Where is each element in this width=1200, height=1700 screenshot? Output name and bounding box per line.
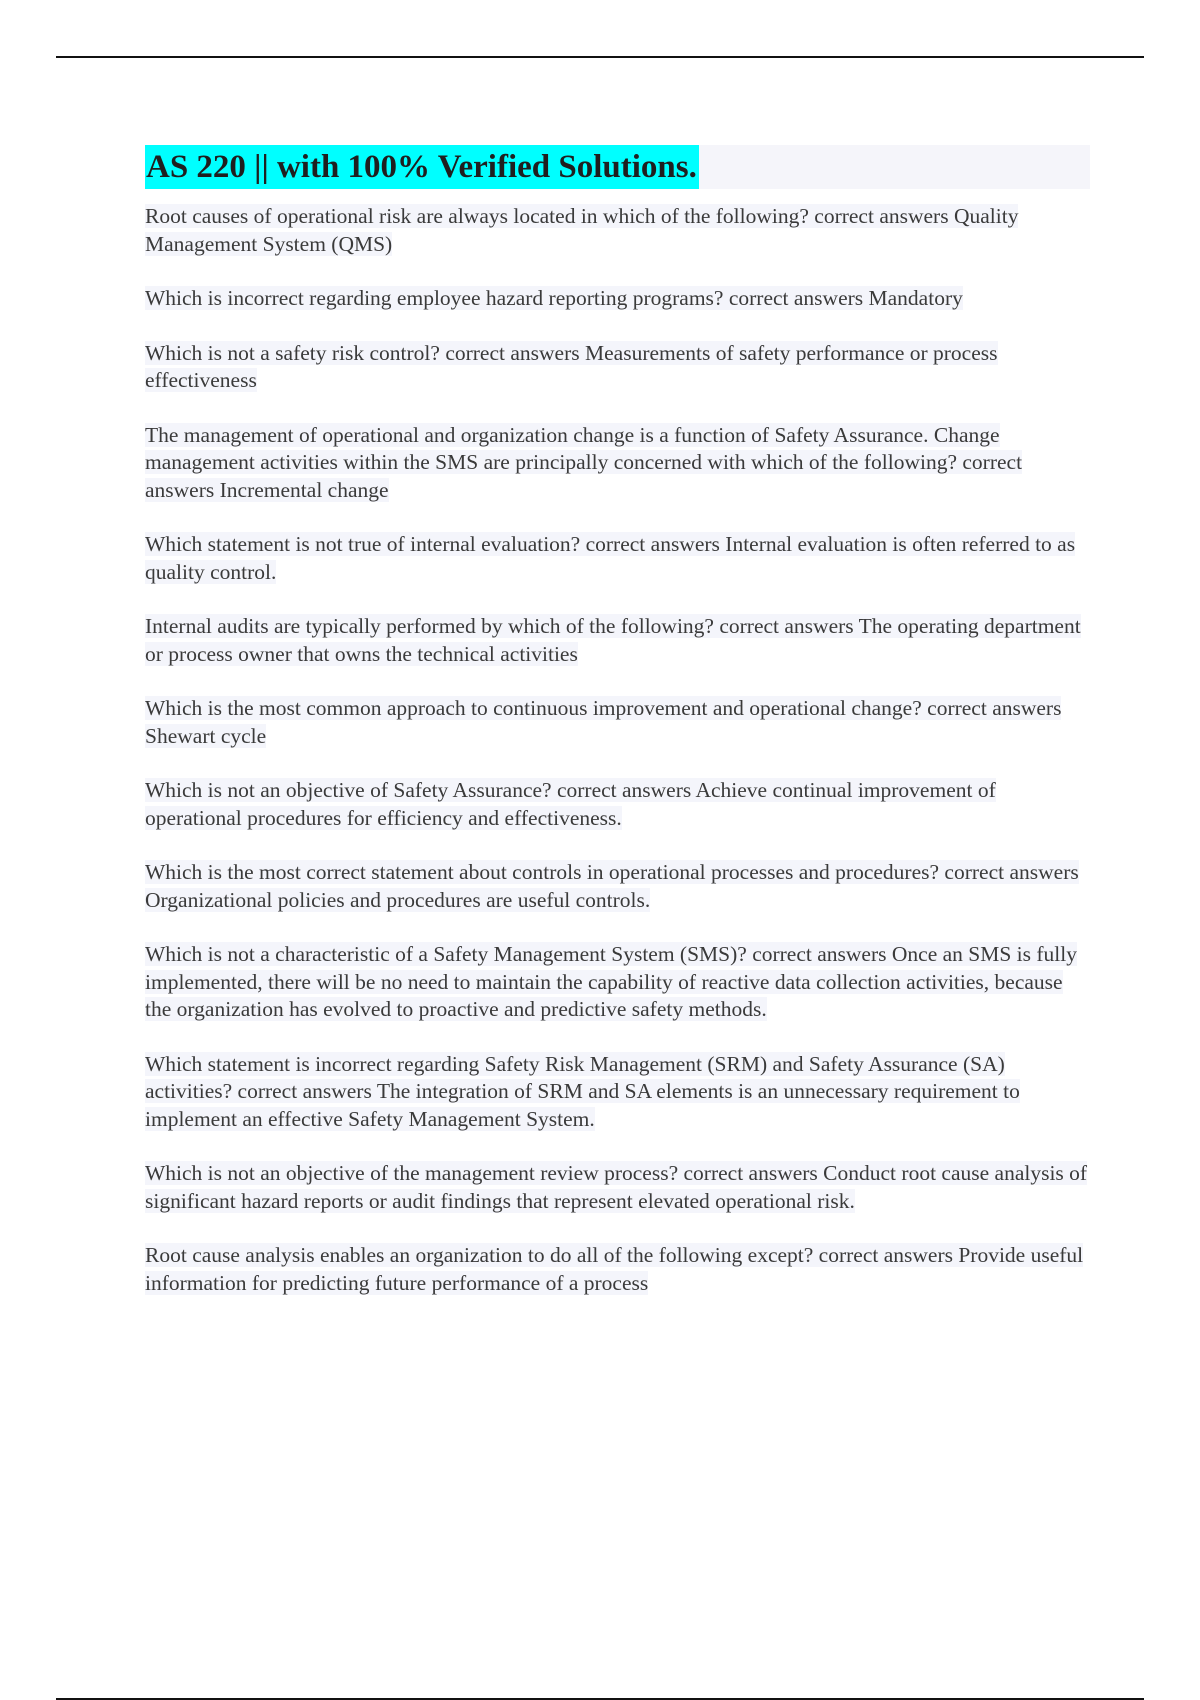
qa-text: Which is not an objective of Safety Assurance? correct answers Achieve continual improvement of operational procedures for efficiency and effectiveness. (145, 778, 996, 830)
qa-text: Root cause analysis enables an organization to do all of the following except? correct answers Provide useful information for predicting future performance of a process (145, 1243, 1084, 1295)
document-title: AS 220 || with 100% Verified Solutions. (145, 145, 699, 189)
qa-item (145, 695, 1090, 750)
qa-text: Which is the most correct statement about controls in operational processes and procedures? correct answers Organizational policies and procedures are useful controls. (145, 860, 1079, 912)
header-rule (56, 56, 1144, 58)
qa-text: Which statement is not true of internal evaluation? correct answers Internal evaluation is often referred to as quality control. (145, 532, 1076, 584)
qa-text: Root causes of operational risk are always located in which of the following? correct answers Quality Management System (QMS) (145, 204, 1019, 256)
qa-item (145, 1242, 1090, 1297)
qa-item (145, 941, 1090, 1024)
qa-text: Which is the most common approach to continuous improvement and operational change? correct answers Shewart cycle (145, 696, 1062, 748)
qa-item (145, 1051, 1090, 1134)
qa-item (145, 613, 1090, 668)
qa-item (145, 859, 1090, 914)
qa-text: Which is not an objective of the management review process? correct answers Conduct root cause analysis of significant hazard reports or audit findings that represent elevated operational risk. (145, 1161, 1088, 1213)
qa-item (145, 285, 1090, 313)
qa-text: Which is incorrect regarding employee hazard reporting programs? correct answers Mandatory (145, 286, 963, 310)
qa-text: The management of operational and organization change is a function of Safety Assurance. Change management activities within the SMS are principally concerned with which of the following? correct answers Incremental change (145, 422, 1023, 502)
qa-text: Internal audits are typically performed by which of the following? correct answers The operating department or process owner that owns the technical activities (145, 614, 1081, 666)
qa-text: Which is not a safety risk control? correct answers Measurements of safety performance or process effectiveness (145, 340, 998, 392)
qa-item (145, 340, 1090, 395)
qa-item (145, 777, 1090, 832)
qa-item (145, 531, 1090, 586)
qa-text: Which statement is incorrect regarding Safety Risk Management (SRM) and Safety Assurance (SA) activities? correct answers The integration of SRM and SA elements is an unnecessary requirement to implement an effective Safety Management System. (145, 1051, 1020, 1131)
document-body (145, 145, 1090, 1324)
qa-list (145, 203, 1090, 1297)
qa-text: Which is not a characteristic of a Safety Management System (SMS)? correct answers Once an SMS is fully implemented, there will be no need to maintain the capability of reactive data collection activities, because the organization has evolved to proactive and predictive safety methods. (145, 942, 1078, 1021)
qa-item (145, 203, 1090, 258)
qa-item (145, 422, 1090, 505)
title-bar (145, 145, 1090, 189)
qa-item (145, 1160, 1090, 1215)
